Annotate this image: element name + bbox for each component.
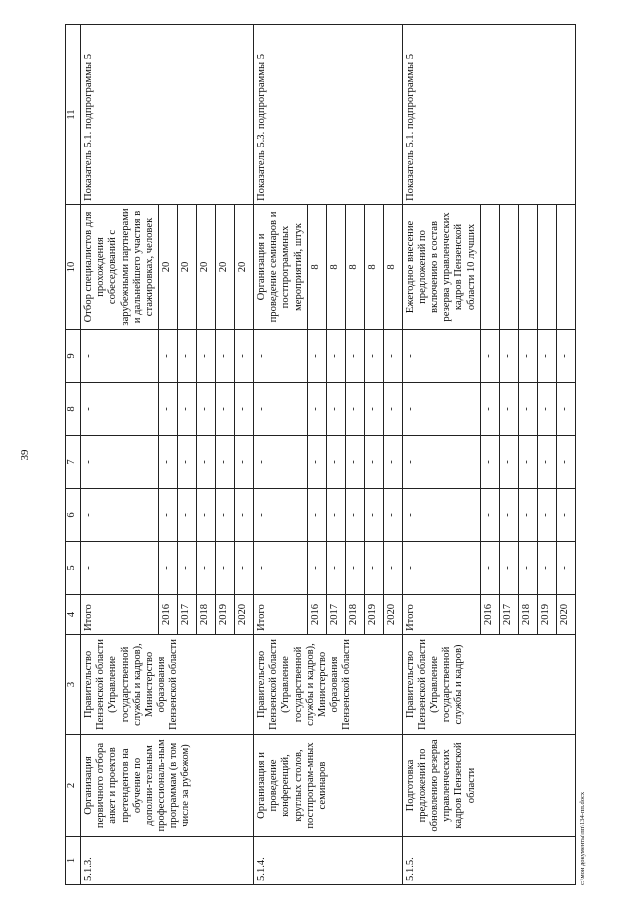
funding-value: - <box>326 330 345 383</box>
funding-value: - <box>537 330 556 383</box>
event-row <box>402 25 480 885</box>
expected-result: Отбор специалистов для прохождения собеседований с зарубежными партнерами и дальнейшего участия в стажировках, человек <box>81 205 159 330</box>
event-name: Подготовка предложений по обновлению резерва управленческих кадров Пензенской области <box>402 735 575 837</box>
funding-value: - <box>307 489 326 542</box>
year-result: 8 <box>345 205 364 330</box>
funding-value: - <box>364 383 383 436</box>
funding-value: - <box>235 542 254 595</box>
funding-value: - <box>345 383 364 436</box>
funding-value: - <box>216 330 235 383</box>
funding-value: - <box>364 542 383 595</box>
total-label: Итого <box>402 595 480 635</box>
column-number: 7 <box>66 436 81 489</box>
funding-value: - <box>197 383 216 436</box>
funding-value: - <box>197 436 216 489</box>
year-label: 2016 <box>480 595 499 635</box>
year-result: 8 <box>364 205 383 330</box>
indicator: Показатель 5.3. подпрограммы 5 <box>254 25 403 205</box>
executor: Правительство Пензенской области (Управление государственной службы и кадров) <box>402 635 575 735</box>
funding-value: - <box>178 330 197 383</box>
funding-value: - <box>537 383 556 436</box>
funding-value: - <box>216 489 235 542</box>
funding-value: - <box>254 330 308 383</box>
funding-value: - <box>383 436 402 489</box>
funding-value: - <box>159 436 178 489</box>
funding-value: - <box>480 436 499 489</box>
year-result <box>518 205 537 330</box>
funding-value: - <box>499 542 518 595</box>
funding-value: - <box>178 436 197 489</box>
year-result <box>499 205 518 330</box>
event-number: 5.1.4. <box>254 837 403 885</box>
funding-value: - <box>499 489 518 542</box>
year-result: 8 <box>383 205 402 330</box>
event-name: Организация и проведение конференций, круглых столов, постпрограм-мных семинаров <box>254 735 403 837</box>
funding-value: - <box>480 330 499 383</box>
funding-value: - <box>326 383 345 436</box>
funding-value: - <box>480 489 499 542</box>
funding-value: - <box>159 383 178 436</box>
year-label: 2017 <box>326 595 345 635</box>
total-label: Итого <box>81 595 159 635</box>
funding-value: - <box>159 489 178 542</box>
funding-value: - <box>326 542 345 595</box>
funding-value: - <box>364 489 383 542</box>
funding-value: - <box>197 489 216 542</box>
year-result: 8 <box>326 205 345 330</box>
funding-value: - <box>326 436 345 489</box>
total-label: Итого <box>254 595 308 635</box>
funding-value: - <box>537 489 556 542</box>
funding-value: - <box>254 383 308 436</box>
year-result <box>480 205 499 330</box>
program-table <box>65 24 576 885</box>
funding-value: - <box>178 489 197 542</box>
executor: Правительство Пензенской области (Управление государственной службы и кадров), Министерство образования Пензенской области <box>81 635 254 735</box>
page-number: 39 <box>19 449 31 461</box>
funding-value: - <box>364 330 383 383</box>
column-number: 6 <box>66 489 81 542</box>
funding-value: - <box>81 542 159 595</box>
file-path-footer: c:\мои документы\пп\134-пп.docx <box>579 791 586 885</box>
funding-value: - <box>159 542 178 595</box>
event-number: 5.1.3. <box>81 837 254 885</box>
year-label: 2017 <box>178 595 197 635</box>
column-number: 4 <box>66 595 81 635</box>
funding-value: - <box>81 489 159 542</box>
funding-value: - <box>518 542 537 595</box>
funding-value: - <box>81 330 159 383</box>
funding-value: - <box>537 436 556 489</box>
year-result: 20 <box>235 205 254 330</box>
funding-value: - <box>518 383 537 436</box>
funding-value: - <box>556 542 575 595</box>
funding-value: - <box>254 436 308 489</box>
funding-value: - <box>178 542 197 595</box>
column-number: 2 <box>66 735 81 837</box>
year-result: 8 <box>307 205 326 330</box>
header-row <box>66 25 81 885</box>
column-number: 3 <box>66 635 81 735</box>
year-label: 2018 <box>518 595 537 635</box>
funding-value: - <box>480 542 499 595</box>
funding-value: - <box>518 330 537 383</box>
funding-value: - <box>402 383 480 436</box>
indicator: Показатель 5.1. подпрограммы 5 <box>402 25 575 205</box>
funding-value: - <box>326 489 345 542</box>
column-number: 10 <box>66 205 81 330</box>
event-name: Организация первичного отбора анкет и проектов претендентов на обучение по дополни-тельным профессиональ-ным программам (в том числе за рубежом) <box>81 735 254 837</box>
funding-value: - <box>216 383 235 436</box>
funding-value: - <box>197 542 216 595</box>
event-row <box>81 25 159 885</box>
funding-value: - <box>556 489 575 542</box>
funding-value: - <box>235 383 254 436</box>
funding-value: - <box>480 383 499 436</box>
funding-value: - <box>499 436 518 489</box>
year-label: 2017 <box>499 595 518 635</box>
funding-value: - <box>345 436 364 489</box>
funding-value: - <box>254 489 308 542</box>
year-label: 2020 <box>383 595 402 635</box>
year-label: 2018 <box>345 595 364 635</box>
year-label: 2020 <box>235 595 254 635</box>
funding-value: - <box>178 383 197 436</box>
year-label: 2016 <box>307 595 326 635</box>
year-label: 2019 <box>537 595 556 635</box>
year-result: 20 <box>159 205 178 330</box>
funding-value: - <box>81 436 159 489</box>
funding-value: - <box>402 436 480 489</box>
indicator: Показатель 5.1. подпрограммы 5 <box>81 25 254 205</box>
expected-result: Организация и проведение семинаров и постпрограммных мероприятий, штук <box>254 205 308 330</box>
funding-value: - <box>402 542 480 595</box>
year-label: 2019 <box>364 595 383 635</box>
funding-value: - <box>556 436 575 489</box>
year-result: 20 <box>216 205 235 330</box>
funding-value: - <box>537 542 556 595</box>
funding-value: - <box>197 330 216 383</box>
event-number: 5.1.5. <box>402 837 575 885</box>
year-label: 2016 <box>159 595 178 635</box>
funding-value: - <box>81 383 159 436</box>
event-row <box>254 25 308 885</box>
funding-value: - <box>556 330 575 383</box>
funding-value: - <box>254 542 308 595</box>
rotated-page <box>19 25 586 885</box>
year-label: 2019 <box>216 595 235 635</box>
year-result: 20 <box>197 205 216 330</box>
funding-value: - <box>499 383 518 436</box>
funding-value: - <box>216 436 235 489</box>
funding-value: - <box>235 436 254 489</box>
funding-value: - <box>364 436 383 489</box>
funding-value: - <box>345 489 364 542</box>
funding-value: - <box>518 436 537 489</box>
column-number: 5 <box>66 542 81 595</box>
funding-value: - <box>402 489 480 542</box>
year-label: 2018 <box>197 595 216 635</box>
funding-value: - <box>499 330 518 383</box>
funding-value: - <box>383 542 402 595</box>
expected-result: Ежегодное внесение предложений по включению в состав резерва управленческих кадров Пензенской области 10 лучших <box>402 205 480 330</box>
funding-value: - <box>307 436 326 489</box>
funding-value: - <box>402 330 480 383</box>
funding-value: - <box>307 383 326 436</box>
year-result <box>537 205 556 330</box>
funding-value: - <box>383 330 402 383</box>
year-result: 20 <box>178 205 197 330</box>
column-number: 9 <box>66 330 81 383</box>
funding-value: - <box>307 330 326 383</box>
funding-value: - <box>159 330 178 383</box>
funding-value: - <box>345 330 364 383</box>
funding-value: - <box>383 489 402 542</box>
funding-value: - <box>383 383 402 436</box>
funding-value: - <box>345 542 364 595</box>
executor: Правительство Пензенской области (Управление государственной службы и кадров), Министерство образования Пензенской области <box>254 635 403 735</box>
funding-value: - <box>518 489 537 542</box>
funding-value: - <box>235 330 254 383</box>
funding-value: - <box>235 489 254 542</box>
year-result <box>556 205 575 330</box>
year-label: 2020 <box>556 595 575 635</box>
column-number: 11 <box>66 25 81 205</box>
funding-value: - <box>216 542 235 595</box>
funding-value: - <box>307 542 326 595</box>
table-body <box>66 25 576 885</box>
funding-value: - <box>556 383 575 436</box>
column-number: 8 <box>66 383 81 436</box>
column-number: 1 <box>66 837 81 885</box>
